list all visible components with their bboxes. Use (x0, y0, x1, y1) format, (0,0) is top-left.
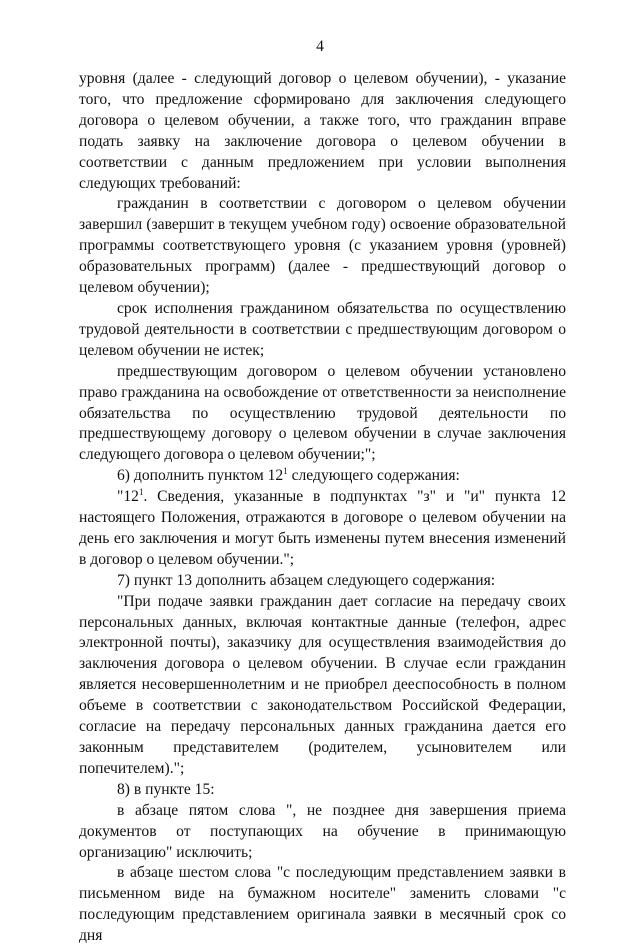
paragraph-5-text-before: 6) дополнить пунктом 12 (117, 467, 284, 485)
paragraph-3: срок исполнения гражданином обязательства по осуществлению трудовой деятельности в соответствии с предшествующим договором о целевом обучении не истек; (79, 299, 566, 359)
paragraph-11: в абзаце шестом слова "с последующим представлением заявки в письменном виде на бумажном носителе" заменить словами "с последующим представлением оригинала заявки в месячный срок со дня (79, 864, 566, 945)
paragraph-9: 8) в пункте 15: (117, 780, 215, 798)
paragraph-6-text-before: "12 (117, 488, 139, 506)
paragraph-2: гражданин в соответствии с договором о целевом обучении завершил (завершит в текущем учебном году) освоение образовательной программы соответствующего уровня (с указанием уровня (уровней) образовательных программ) (далее - предшествующий договор о целевом обучении); (79, 195, 566, 297)
document-body (79, 69, 566, 947)
paragraph-1: уровня (далее - следующий договор о целевом обучении), - указание того, что предложение сформировано для заключения следующего договора о целевом обучении, а также того, что гражданин вправе подать заявку на заключение договора о целевом обучении в соответствии с данным предложением при условии выполнения следующих требований: (79, 70, 566, 192)
page-number: 4 (316, 38, 324, 55)
superscript-2: 1 (138, 487, 144, 498)
paragraph-4: предшествующим договором о целевом обучении установлено право гражданина на освобождение от ответственности за неисполнение обязательства по осуществлению трудовой деятельности по предшествующему договору о целевом обучении в случае заключения следующего договора о целевом обучении;"; (79, 362, 566, 464)
paragraph-5 (79, 466, 566, 487)
superscript-1: 1 (283, 466, 288, 477)
paragraph-5-text-after: следующего содержания: (287, 467, 460, 485)
paragraph-6 (79, 487, 566, 571)
paragraph-8: "При подаче заявки гражданин дает согласие на передачу своих персональных данных, включая контактные данные (телефон, адрес электронной почты), заказчику для осуществления взаимодействия до заключения договора о целевом обучении. В случае если гражданин является несовершеннолетним и не приобрел дееспособность в полном объеме в соответствии с законодательством Российской Федерации, согласие на передачу персональных данных гражданина дается его законным представителем (родителем, усыновителем или попечителем)."; (79, 592, 566, 777)
paragraph-7: 7) пункт 13 дополнить абзацем следующего содержания: (117, 571, 496, 589)
paragraph-6-text-after: . Сведения, указанные в подпунктах "з" и "и" пункта 12 настоящего Положения, отражаются в договоре о целевом обучении на день его заключения и могут быть изменены путем внесения изменений в договор о целевом обучении."; (79, 488, 566, 568)
paragraph-10: в абзаце пятом слова ", не позднее дня завершения приема документов от поступающих на обучение в принимающую организацию" исключить; (79, 801, 566, 861)
